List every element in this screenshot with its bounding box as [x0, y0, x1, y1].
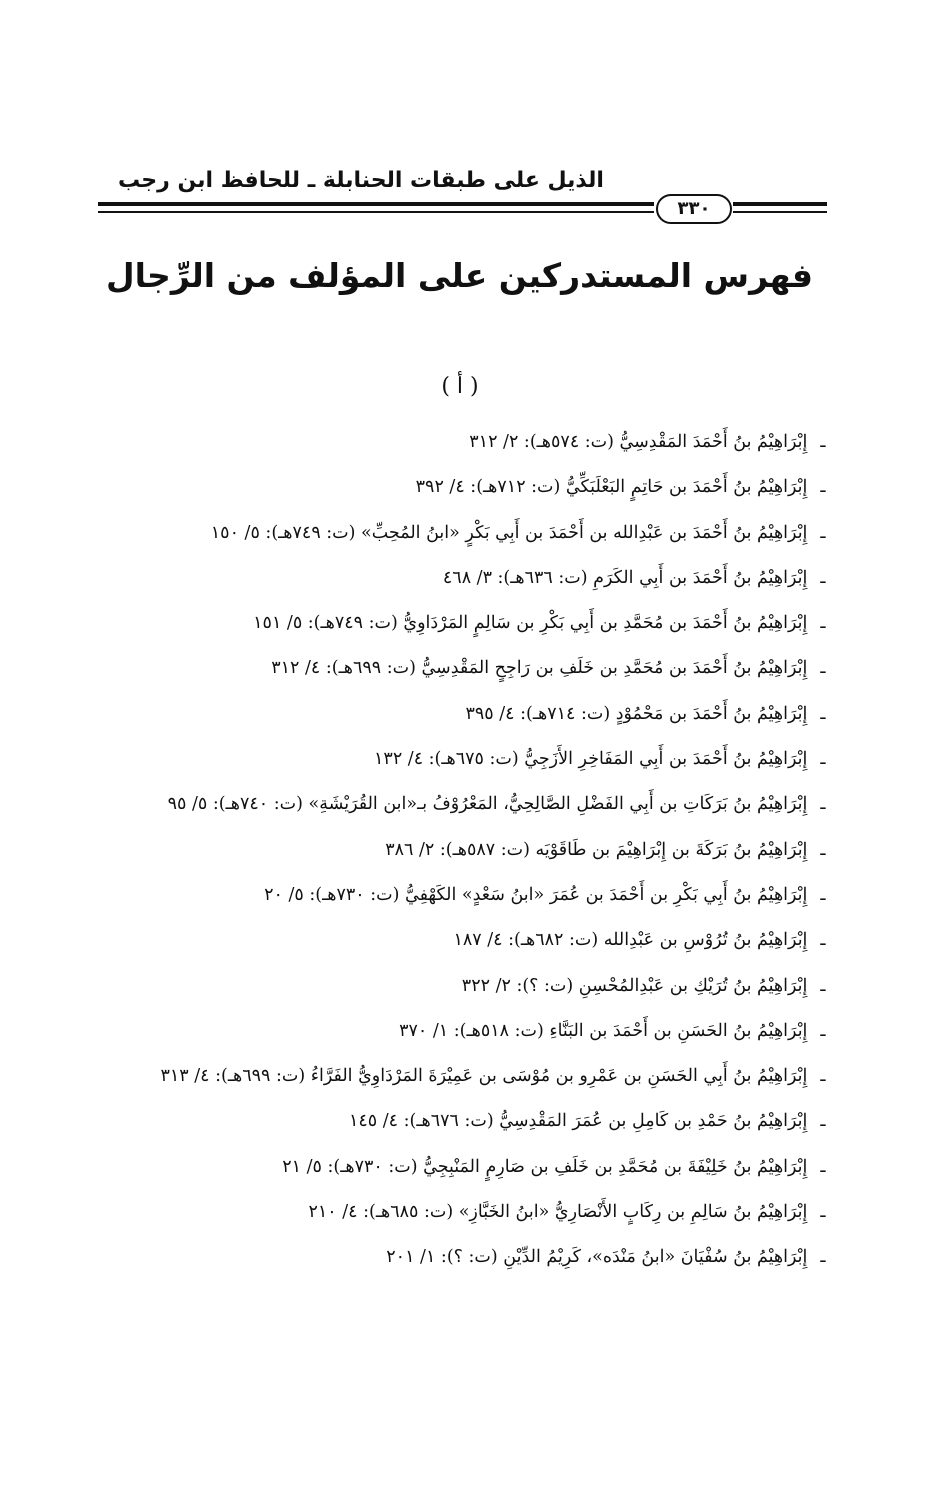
index-entry	[133, 1054, 833, 1099]
entry-bullet: ـ	[820, 1247, 826, 1268]
index-entry	[133, 964, 833, 1009]
entry-text: إِبْرَاهِيْمُ بنُ أَبِي بَكْرِ بن أَحْمَدَ بن عُمَرَ «ابنُ سَعْدٍ» الكَهْفِيُّ (ت: ٧٣٠هـ): ٥/ ٢٠	[264, 884, 808, 905]
entry-bullet: ـ	[820, 749, 826, 770]
entry-text: إِبْرَاهِيْمُ بنُ تُرَيْكِ بن عَبْدِالمُحْسِنِ (ت: ؟): ٢/ ٣٢٢	[461, 975, 808, 996]
entry-bullet: ـ	[820, 930, 826, 951]
entry-text: إِبْرَاهِيْمُ بنُ أَحْمَدَ بن عَبْدِالله بن أَحْمَدَ بن أَبِي بَكْرٍ «ابنُ المُحِبِّ» (ت: ٧٤٩هـ): ٥/ ١٥٠	[210, 522, 808, 543]
entry-text: إِبْرَاهِيْمُ بنُ أَحْمَدَ بن مُحَمَّدِ بن خَلَفِ بن رَاجِحٍ المَقْدِسِيُّ (ت: ٦٩٩هـ): ٤/ ٣١٢	[271, 658, 808, 679]
entry-text: إِبْرَاهِيْمُ بنُ بَرَكَةَ بن إِبْرَاهِيْمَ بن طَاقَوْيَه (ت: ٥٨٧هـ): ٢/ ٣٨٦	[385, 839, 808, 860]
entry-text: إِبْرَاهِيْمُ بنُ أَحْمَدَ بن أَبِي المَفَاخِرِ الأَزَجِيُّ (ت: ٦٧٥هـ): ٤/ ١٣٢	[374, 749, 808, 770]
entry-text: إِبْرَاهِيْمُ بنُ أَحْمَدَ المَقْدِسِيُّ (ت: ٥٧٤هـ): ٢/ ٣١٢	[469, 432, 808, 452]
index-entry	[133, 1099, 833, 1144]
entry-bullet: ـ	[820, 1202, 826, 1223]
entry-bullet: ـ	[820, 975, 826, 996]
index-entry	[133, 828, 833, 873]
index-entry	[133, 646, 833, 691]
section-letter-heading: ( أ )	[441, 374, 479, 399]
index-entry	[133, 1009, 833, 1054]
header-rule-thick	[98, 202, 654, 206]
entry-text: إِبْرَاهِيْمُ بنُ أَحْمَدَ بن أَبِي الكَرَمِ (ت: ٦٣٦هـ): ٣/ ٤٦٨	[442, 567, 808, 588]
entry-bullet: ـ	[820, 1066, 826, 1087]
index-entry	[133, 420, 833, 465]
entry-text: إِبْرَاهِيْمُ بنُ بَرَكَاتِ بن أَبِي الفَضْلِ الصَّالِحِيُّ، المَعْرُوْفُ بـ«ابن القُرَيْشَةِ» (ت: ٧٤٠هـ): ٥/ ٩٥	[167, 794, 808, 815]
index-entry	[133, 556, 833, 601]
entry-text: إِبْرَاهِيْمُ بنُ الحَسَنِ بن أَحْمَدَ بن البَنَّاءِ (ت: ٥١٨هـ): ١/ ٣٧٠	[399, 1020, 808, 1041]
entry-text: إِبْرَاهِيْمُ بنُ أَبِي الحَسَنِ بن عَمْرِو بن مُوْسَى بن عَمِيْرَةَ المَرْدَاوِيُّ الفَرَّاءُ (ت: ٦٩٩هـ): ٤/ ٣١٣	[160, 1066, 808, 1087]
index-entry	[133, 601, 833, 646]
entry-bullet: ـ	[820, 658, 826, 679]
entry-bullet: ـ	[820, 794, 826, 815]
index-entry	[133, 692, 833, 737]
entry-text: إِبْرَاهِيْمُ بنُ سَالِمِ بن رِكَابٍ الأَنْصَارِيُّ «ابنُ الخَبَّازِ» (ت: ٦٨٥هـ): ٤/ ٢١٠	[308, 1202, 808, 1223]
header-rule-left	[98, 202, 654, 216]
entry-text: إِبْرَاهِيْمُ بنُ تُرُوْسِ بن عَبْدِالله (ت: ٦٨٢هـ): ٤/ ١٨٧	[453, 930, 808, 951]
entry-bullet: ـ	[820, 522, 826, 543]
entry-bullet: ـ	[820, 1156, 826, 1177]
entry-text: إِبْرَاهِيْمُ بنُ خَلِيْفَةَ بن مُحَمَّدِ بن خَلَفِ بن صَارِمٍ المَنْبِجِيُّ (ت: ٧٣٠هـ): ٥/ ٢١	[282, 1156, 808, 1177]
entry-text: إِبْرَاهِيْمُ بنُ أَحْمَدَ بن مَحْمُوْدٍ (ت: ٧١٤هـ): ٤/ ٣٩٥	[465, 703, 808, 724]
index-entry	[133, 737, 833, 782]
index-entry	[133, 1235, 833, 1280]
header-rule-thick	[733, 202, 827, 206]
entry-bullet: ـ	[820, 613, 826, 634]
header-rule-thin	[733, 211, 827, 213]
index-title: فهرس المستدركين على المؤلف من الرِّجال	[106, 256, 813, 295]
index-entry	[133, 465, 833, 510]
entry-text: إِبْرَاهِيْمُ بنُ حَمْدِ بن كَامِلِ بن عُمَرَ المَقْدِسِيُّ (ت: ٦٧٦هـ): ٤/ ١٤٥	[349, 1111, 808, 1132]
header-rule-right	[733, 202, 827, 216]
index-entry	[133, 511, 833, 556]
entry-bullet: ـ	[820, 1111, 826, 1132]
index-entry	[133, 873, 833, 918]
entry-bullet: ـ	[820, 703, 826, 724]
entry-bullet: ـ	[820, 477, 826, 498]
entry-text: إِبْرَاهِيْمُ بنُ أَحْمَدَ بن مُحَمَّدِ بن أَبِي بَكْرِ بن سَالِمٍ المَرْدَاوِيُّ (ت: ٧٤٩هـ): ٥/ ١٥١	[253, 613, 808, 634]
entry-bullet: ـ	[820, 567, 826, 588]
entry-text: إِبْرَاهِيْمُ بنُ سُفْيَانَ «ابنُ مَنْدَه»، كَرِيْمُ الدِّيْنِ (ت: ؟): ١/ ٢٠١	[386, 1247, 808, 1268]
index-entry	[133, 782, 833, 827]
running-header-title: الذيل على طبقات الحنابلة ـ للحافظ ابن رجب	[118, 168, 604, 193]
index-entry	[133, 1145, 833, 1190]
entry-bullet: ـ	[820, 1020, 826, 1041]
entry-bullet: ـ	[820, 432, 826, 452]
index-entry	[133, 1190, 833, 1235]
entry-bullet: ـ	[820, 839, 826, 860]
entry-bullet: ـ	[820, 884, 826, 905]
index-entry	[133, 918, 833, 963]
entry-text: إِبْرَاهِيْمُ بنُ أَحْمَدَ بن حَاتِمٍ البَعْلَبَكِّيُّ (ت: ٧١٢هـ): ٤/ ٣٩٢	[415, 477, 808, 498]
header-rule-thin	[98, 211, 654, 213]
index-entry-list	[133, 420, 833, 1281]
page-number-badge: ٣٣٠	[656, 194, 732, 224]
